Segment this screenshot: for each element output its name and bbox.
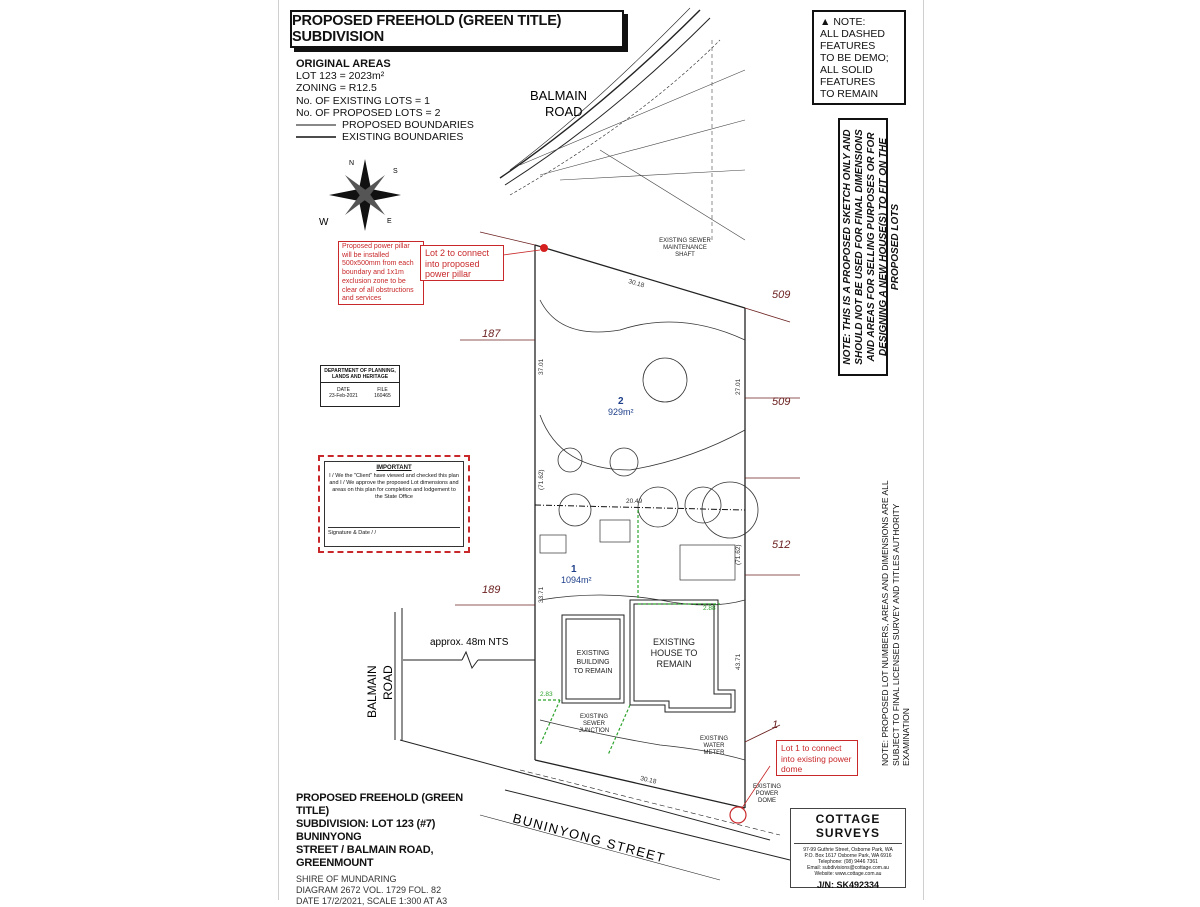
- proposed-sewer-green: [538, 510, 720, 755]
- dim-middle: 20.49: [626, 498, 643, 505]
- neighbour-boundaries: [455, 232, 800, 742]
- title-block-diagram: DIAGRAM 2672 VOL. 1729 FOL. 82: [296, 885, 442, 895]
- title-block-line2: SUBDIVISION: LOT 123 (#7) BUNINYONG: [296, 818, 436, 843]
- feature-labels: [574, 238, 782, 804]
- dim-bottom: 30.18: [639, 775, 657, 786]
- dept-file-label: FILE: [377, 387, 388, 393]
- dim-left-mid: (71.62): [538, 469, 545, 490]
- callout-line: into proposed: [425, 258, 480, 269]
- power-pillar-marker: [540, 244, 548, 252]
- building-label-2: BUILDING: [576, 659, 610, 666]
- building-label-3: TO REMAIN: [573, 668, 613, 675]
- approx-distance-label: approx. 48m NTS: [430, 637, 509, 648]
- callout-line: 500x500mm from each: [342, 260, 414, 268]
- dim-right-mid: (71.62): [735, 544, 742, 565]
- cottage-job-number: J/N: SK492334: [816, 880, 880, 890]
- important-approval-box: [318, 455, 470, 553]
- power-dome-label-2: POWER: [755, 791, 779, 797]
- title-block: [296, 792, 476, 907]
- warning-icon: ▲: [820, 16, 831, 28]
- dept-date-label: DATE: [336, 387, 350, 393]
- water-meter-label-2: WATER: [703, 743, 725, 749]
- water-meter-label-1: EXISTING: [699, 736, 729, 742]
- lot1-area: 1094m²: [561, 575, 592, 585]
- title-block-shire: SHIRE OF MUNDARING: [296, 874, 397, 884]
- neighbour-1: 1: [772, 719, 779, 731]
- callout-line: Lot 2 to connect: [425, 248, 490, 258]
- cottage-tel: Telephone: (08) 9446 7361: [818, 859, 878, 865]
- house-label-2: HOUSE TO: [650, 648, 698, 658]
- compass-n: N: [349, 160, 355, 167]
- power-dome-label-1: EXISTING: [752, 784, 782, 790]
- lot1-number: 1: [571, 564, 577, 575]
- power-pillar-callout: [338, 241, 424, 305]
- note-line: FEATURES: [820, 40, 876, 52]
- compass-s: S: [393, 168, 398, 175]
- lot2-connect-callout: [420, 245, 504, 281]
- compass-w: W: [319, 217, 329, 228]
- callout-line: boundary and 1x1m: [342, 269, 404, 277]
- neighbour-512: 512: [772, 539, 791, 551]
- lot2-area: 929m²: [608, 407, 634, 417]
- dept-date: 23-Feb-2021: [329, 393, 358, 399]
- dept-row: [321, 383, 399, 399]
- dept-file: 160465: [374, 393, 391, 399]
- water-meter-label-3: METER: [703, 750, 725, 756]
- original-areas-heading: ORIGINAL AREAS: [296, 58, 391, 70]
- compass-rose-icon: [319, 159, 401, 231]
- balmain-road-side: [395, 608, 535, 740]
- power-dome-marker: [730, 807, 746, 823]
- cottage-web: Website: www.cottage.com.au: [814, 871, 882, 877]
- trees: [558, 358, 758, 538]
- callout-line: into existing power: [781, 753, 852, 764]
- note-line: ALL SOLID: [820, 64, 873, 76]
- balmain-road-label-2: ROAD: [545, 104, 583, 119]
- neighbour-187: 187: [482, 328, 501, 340]
- sewer-shaft-label-3: SHAFT: [675, 252, 695, 258]
- callout-line: exclusion zone to be: [342, 277, 406, 285]
- balmain-road-label-1: BALMAIN: [530, 88, 588, 103]
- lot2-number: 2: [618, 396, 624, 407]
- note-line: TO REMAIN: [820, 88, 879, 100]
- dimensions: [538, 278, 742, 786]
- lot-boundary: [535, 245, 745, 808]
- compass-e: E: [387, 218, 392, 225]
- neighbour-189: 189: [482, 584, 501, 596]
- survey-disclaimer-note: NOTE: PROPOSED LOT NUMBERS, AREAS AND DIMENSIONS ARE ALL SUBJECT TO FINAL LICENSED SURVEY AND TITLES AUTHORITY EXAMINATION: [880, 480, 911, 766]
- sketch-disclaimer-note: NOTE: THIS IS A PROPOSED SKETCH ONLY AND SHOULD NOT BE USED FOR FINAL DIMENSIONS AND AREAS FOR SELLING PURPOSES OR FOR DESIGNING A NEW HOUSE(S) TO FIT ON THE PROPOSED LOTS: [838, 118, 888, 376]
- callout-line: power pillar: [425, 269, 472, 279]
- dim-left-lower: 33.71: [538, 586, 545, 603]
- proposed-boundary-line: [535, 505, 745, 510]
- callout-line: and services: [342, 295, 382, 303]
- callout-line: Proposed power pillar: [342, 243, 410, 250]
- building-label-1: EXISTING: [576, 650, 610, 657]
- dim-green-2: 2.88: [703, 605, 716, 612]
- sewer-junction-label-2: SEWER: [582, 721, 606, 727]
- surveyor-block: [790, 808, 906, 888]
- dim-green-1: 2.83: [540, 691, 553, 698]
- house-label-3: REMAIN: [656, 659, 692, 669]
- dim-right-lower: 43.71: [735, 653, 742, 670]
- cottage-email: Email: subdivisions@cottage.com.au: [807, 865, 889, 871]
- note-line: ALL DASHED: [820, 28, 885, 40]
- balmain-road-side-label-2: ROAD: [381, 665, 395, 700]
- lot1-connect-callout: [776, 740, 858, 776]
- cottage-address: 97-99 Guthrie Street, Osborne Park, WA: [803, 847, 893, 853]
- title-block-line3: STREET / BALMAIN ROAD, GREENMOUNT: [296, 844, 434, 869]
- sewer-junction-label-3: JUNCTION: [578, 728, 610, 734]
- signature-line[interactable]: Signature & Date / /: [328, 527, 460, 536]
- legend-existing-label: EXISTING BOUNDARIES: [342, 131, 464, 144]
- note-line: TO BE DEMO;: [820, 52, 889, 64]
- dept-heading: DEPARTMENT OF PLANNING, LANDS AND HERITAGE: [321, 366, 399, 383]
- sewer-shaft-label-2: MAINTENANCE: [663, 245, 707, 251]
- callout-line: will be installed: [342, 251, 390, 259]
- note-line: ▲ NOTE:: [820, 16, 866, 28]
- note-line: FEATURES: [820, 76, 876, 88]
- sewer-junction-label-1: EXISTING: [579, 714, 609, 720]
- cottage-logo: COTTAGE SURVEYS: [794, 812, 902, 844]
- buninyong-street-label: BUNINYONG STREET: [511, 810, 668, 866]
- dim-left-upper: 37.01: [538, 358, 545, 375]
- title-block-date: DATE 17/2/2021, SCALE 1:300 AT A3: [296, 896, 448, 906]
- sewer-shaft-label-1: EXISTING SEWER: [659, 238, 711, 244]
- power-dome-label-3: DOME: [758, 798, 776, 804]
- lot-area: LOT 123 = 2023m²: [296, 70, 385, 83]
- dim-top: 30.18: [627, 278, 646, 290]
- callout-line: Lot 1 to connect: [781, 743, 842, 753]
- house-label-1: EXISTING: [652, 637, 696, 647]
- balmain-road-side-label-1: BALMAIN: [365, 665, 379, 718]
- proposed-lots: No. OF PROPOSED LOTS = 2: [296, 106, 441, 119]
- legend-proposed-label: PROPOSED BOUNDARIES: [342, 119, 474, 132]
- dim-right-upper: 27.01: [735, 378, 742, 395]
- title-block-line1: PROPOSED FREEHOLD (GREEN TITLE): [296, 792, 463, 817]
- important-inner: [324, 461, 464, 547]
- neighbour-509-a: 509: [772, 289, 791, 301]
- callout-line: dome: [781, 764, 803, 774]
- existing-lots: No. OF EXISTING LOTS = 1: [296, 94, 430, 107]
- callout-line: clear of all obstructions: [342, 286, 414, 294]
- page-title: PROPOSED FREEHOLD (GREEN TITLE) SUBDIVISION: [290, 10, 624, 48]
- cottage-po: P.O. Box 1617 Osborne Park, WA 6916: [804, 853, 892, 859]
- department-stamp: [320, 365, 400, 407]
- zoning: ZONING = R12.5: [296, 82, 377, 95]
- important-text: I / We the "Client" have viewed and checked this plan and I / We approve the proposed Lot dimensions and areas on this plan for completion and lodgement to the State Office: [329, 473, 459, 500]
- neighbour-509-b: 509: [772, 396, 791, 408]
- important-heading: IMPORTANT: [376, 465, 412, 471]
